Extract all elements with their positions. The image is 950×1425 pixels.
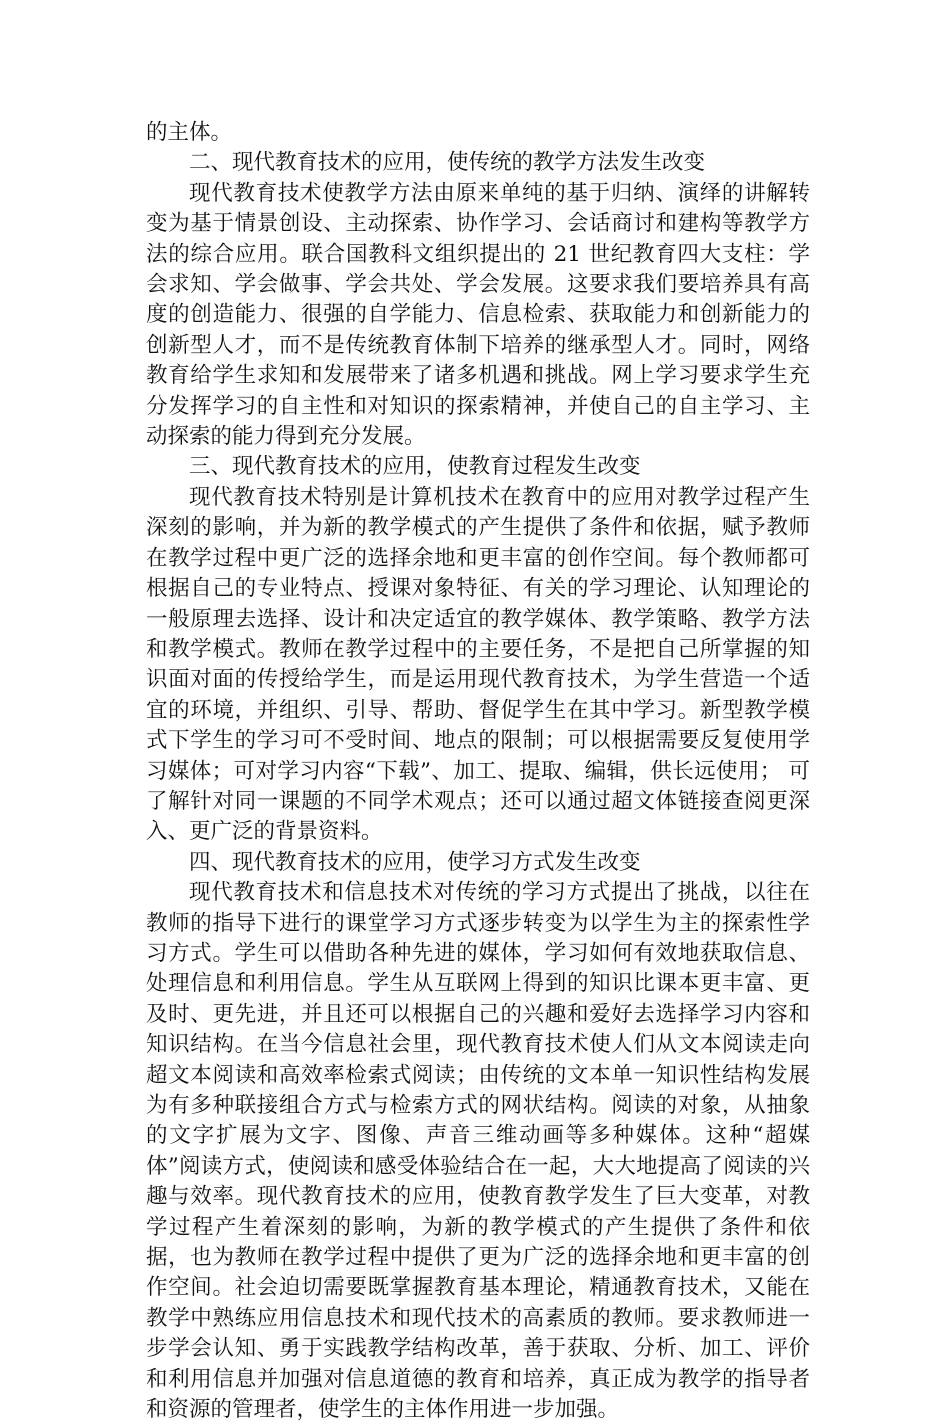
document-page bbox=[146, 118, 810, 1425]
paragraph-learning-methods: 现代教育技术和信息技术对传统的学习方式提出了挑战，以往在教师的指导下进行的课堂学习方式逐步转变为以学生为主的探索性学习方式。学生可以借助各种先进的媒体，学习如何有效地获取信息、处理信息和利用信息。学生从互联网上得到的知识比课本更丰富、更及时、更先进，并且还可以根据自己的兴趣和爱好去选择学习内容和知识结构。在当今信息社会里，现代教育技术使人们从文本阅读走向超文本阅读和高效率检索式阅读；由传统的文本单一知识性结构发展为有多种联接组合方式与检索方式的网状结构。阅读的对象，从抽象的文字扩展为文字、图像、声音三维动画等多种媒体。这种“超媒体”阅读方式，使阅读和感受体验结合在一起，大大地提高了阅读的兴趣与效率。现代教育技术的应用，使教育教学发生了巨大变革，对教学过程产生着深刻的影响，为新的教学模式的产生提供了条件和依据，也为教师在教学过程中提供了更为广泛的选择余地和更丰富的创作空间。社会迫切需要既掌握教育基本理论，精通教育技术，又能在教学中熟练应用信息技术和现代技术的高素质的教师。要求教师进一步学会认知、勇于实践教学结构改革，善于获取、分析、加工、评价和利用信息并加强对信息道德的教育和培养，真正成为教学的指导者和资源的管理者，使学生的主体作用进一步加强。 bbox=[146, 880, 810, 1423]
section-heading-2: 二、现代教育技术的应用，使传统的教学方法发生改变 bbox=[189, 150, 706, 176]
paragraph-continuation: 的主体。 bbox=[146, 120, 233, 145]
section-heading-3: 三、现代教育技术的应用，使教育过程发生改变 bbox=[189, 454, 641, 480]
section-heading-4: 四、现代教育技术的应用，使学习方式发生改变 bbox=[189, 849, 641, 875]
paragraph-teaching-methods: 现代教育技术使教学方法由原来单纯的基于归纳、演绎的讲解转变为基于情景创设、主动探索、协作学习、会话商讨和建构等教学方法的综合应用。联合国教科文组织提出的 21 世纪教育四大支柱：学会求知、学会做事、学会共处、学会发展。这要求我们要培养具有高度的创造能力、很强的自学能力、信息检索、获取能力和创新能力的创新型人才，而不是传统教育体制下培养的继承型人才。同时，网络教育给学生求知和发展带来了诸多机遇和挑战。网上学习要求学生充分发挥学习的自主性和对知识的探索精神，并使自己的自主学习、主动探索的能力得到充分发展。 bbox=[146, 180, 810, 450]
paragraph-education-process: 现代教育技术特别是计算机技术在教育中的应用对教学过程产生深刻的影响，并为新的教学模式的产生提供了条件和依据，赋予教师在教学过程中更广泛的选择余地和更丰富的创作空间。每个教师都可根据自己的专业特点、授课对象特征、有关的学习理论、认知理论的一般原理去选择、设计和决定适宜的教学媒体、教学策略、教学方法和教学模式。教师在教学过程中的主要任务，不是把自己所掌握的知识面对面的传授给学生，而是运用现代教育技术，为学生营造一个适宜的环境，并组织、引导、帮助、督促学生在其中学习。新型教学模式下学生的学习可不受时间、地点的限制；可以根据需要反复使用学习媒体；可对学习内容“下载”、加工、提取、编辑，供长远使用； 可了解针对同一课题的不同学术观点；还可以通过超文体链接查阅更深入、更广泛的背景资料。 bbox=[146, 484, 810, 845]
